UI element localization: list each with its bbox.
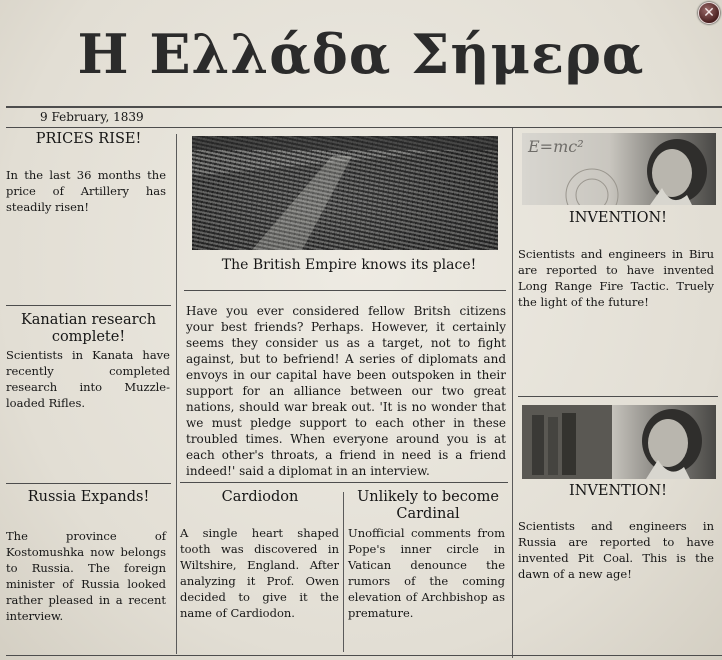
article-headline: Russia Expands!: [27, 489, 150, 505]
einstein-sketch-image: [522, 133, 716, 205]
masthead-rule-top: [6, 106, 722, 108]
center-rule-1: [184, 290, 506, 291]
center-bottom-divider: [343, 492, 344, 652]
article-headline: INVENTION!: [569, 210, 667, 226]
article-headline: Cardiodon: [221, 489, 299, 505]
issue-date: 9 February, 1839: [40, 110, 144, 124]
right-rule-1: [518, 396, 718, 397]
article-body: Scientists and engineers in Biru are reported to have invented Long Range Fire Tactic. Truely the light of the future!: [518, 247, 714, 309]
masthead-rule-bottom: [6, 127, 722, 128]
article-body: Unofficial comments from Pope's inner circle in Vatican denounce the rumors of the coming elevation of Archbishop as premature.: [348, 526, 505, 620]
article-headline: PRICES RISE!: [35, 131, 142, 147]
left-rule-2: [6, 483, 171, 484]
article-headline: Kanatian research complete!: [20, 312, 157, 345]
scientist-sketch-image: [522, 405, 716, 479]
bottom-rule: [6, 655, 722, 656]
article-body: Scientists and engineers in Russia are reported to have invented Pit Coal. This is the dawn of a new age!: [518, 519, 714, 581]
masthead-title: Η Ελλάδα Σήμερα: [77, 22, 645, 86]
article-body: The province of Kostomushka now belongs to Russia. The foreign minister of Russia looked rather pleased in a recent interview.: [6, 529, 166, 623]
lead-story-body: Have you ever considered fellow Britsh citizens your best friends? Perhaps. However, it certainly seems they consider us as a target, not to fight against, but to befriend! A series of diplomats and envoys in our capital have been outspoken in their support for an alliance between our two great nations, should war break out. 'It is no wonder that we must pledge support to each other in these troubled times. When everyone around you is at each other's throats, a friend in need is a friend indeed!' said a diplomat in an interview.: [186, 304, 506, 478]
parliament-photo-art: [192, 136, 498, 250]
left-rule-1: [6, 305, 171, 306]
article-body: A single heart shaped tooth was discovered in Wiltshire, England. After analyzing it Prof. Owen decided to give it the name of Cardiodon.: [180, 526, 339, 620]
photo-caption: The British Empire knows its place!: [221, 257, 477, 273]
article-body: Scientists in Kanata have recently completed research into Muzzle-loaded Rifles.: [6, 348, 170, 410]
article-body: In the last 36 months the price of Artillery has steadily risen!: [6, 168, 166, 214]
center-rule-2: [180, 482, 508, 483]
close-icon[interactable]: ✕: [698, 2, 720, 24]
parliament-photo: [192, 136, 498, 250]
article-headline: INVENTION!: [569, 483, 667, 499]
scientist-sketch-art: [522, 405, 716, 479]
einstein-formula: E=mc²: [528, 137, 584, 156]
column-divider-left: [176, 134, 177, 654]
article-headline: Unlikely to become Cardinal: [357, 489, 499, 522]
column-divider-right: [512, 128, 513, 658]
